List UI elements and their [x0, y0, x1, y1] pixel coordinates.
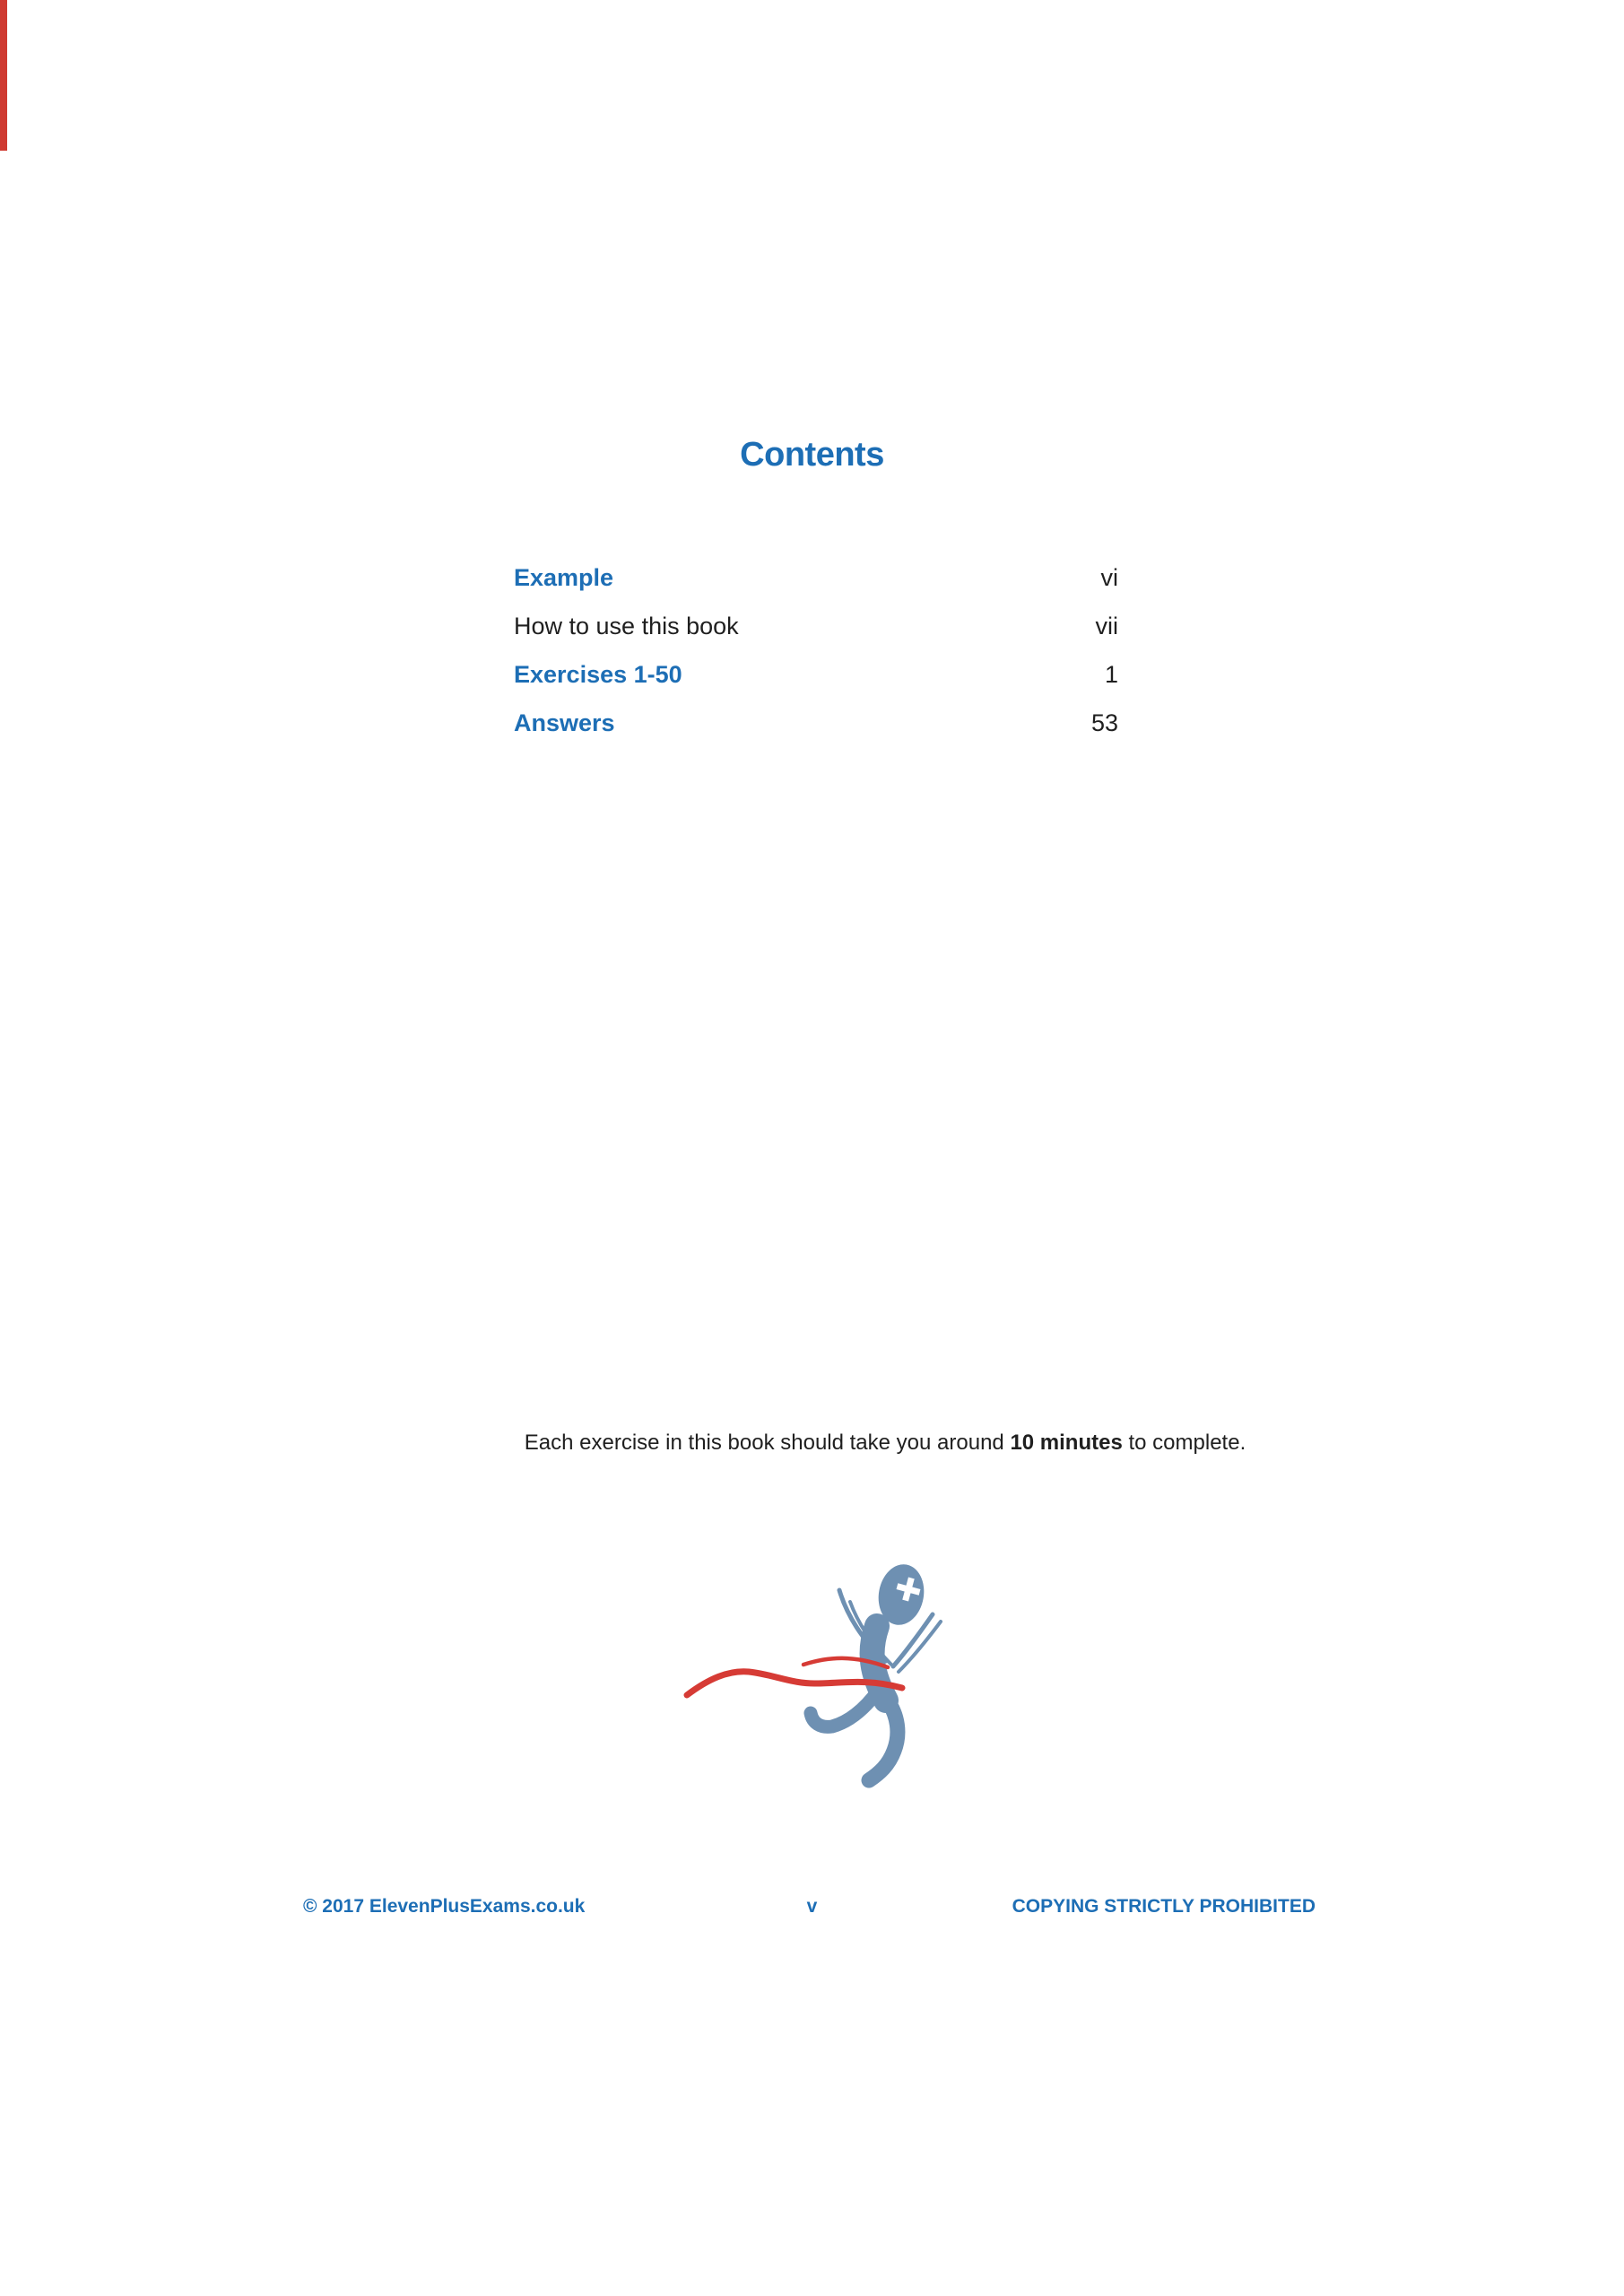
toc-page-number: vii: [1095, 613, 1118, 639]
toc-label: Answers: [514, 709, 615, 736]
toc-page-number: vi: [1100, 564, 1118, 591]
toc-label: How to use this book: [514, 613, 739, 639]
logo-front-leg: [811, 1690, 879, 1726]
note-text: [517, 1430, 1253, 1457]
footer: [0, 1896, 1624, 1923]
note-prefix: Each exercise in this book should take you around: [524, 1431, 1011, 1455]
footer-copyright: © 2017 ElevenPlusExams.co.uk: [303, 1896, 586, 1917]
table-of-contents: [514, 563, 1118, 757]
toc-label: Example: [514, 564, 614, 591]
note-suffix: to complete.: [1122, 1431, 1246, 1455]
page-title: Contents: [740, 436, 884, 474]
page-edge-red-mark: [0, 0, 7, 151]
runner-logo: [673, 1547, 977, 1807]
note-bold-duration: 10 minutes: [1010, 1431, 1123, 1455]
toc-page-number: 53: [1090, 709, 1118, 736]
toc-row: [514, 563, 1118, 592]
toc-row: [514, 660, 1118, 689]
toc-row: [514, 612, 1118, 640]
toc-row: [514, 709, 1118, 737]
toc-page-number: 1: [1104, 661, 1118, 688]
footer-copy-notice: COPYING STRICTLY PROHIBITED: [1012, 1896, 1316, 1917]
toc-label: Exercises 1-50: [514, 661, 682, 688]
footer-page-number: v: [806, 1896, 818, 1917]
